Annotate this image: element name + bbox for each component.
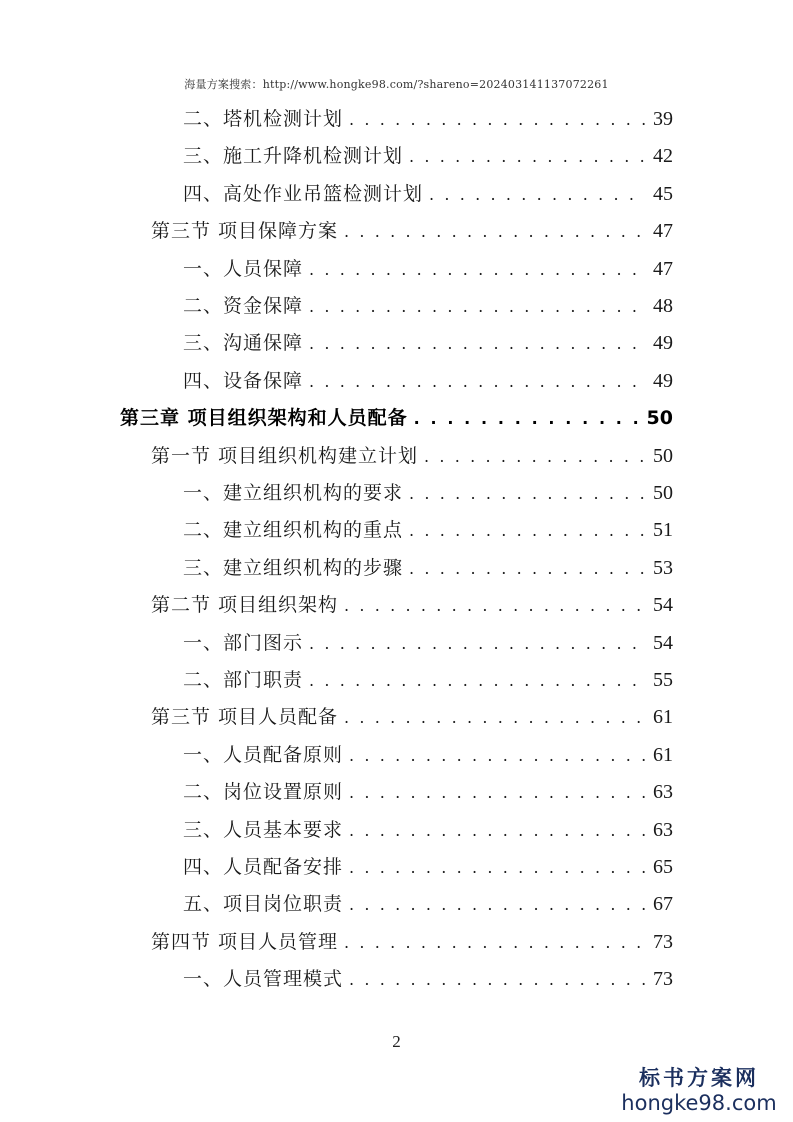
toc-entry-item[interactable] <box>183 512 673 549</box>
dot-leader <box>309 251 645 288</box>
dot-leader <box>349 812 645 849</box>
toc-entry-item[interactable] <box>183 138 673 175</box>
toc-entry-title: 三、沟通保障 <box>183 332 304 355</box>
toc-entry-page-number: 63 <box>653 818 673 841</box>
dot-leader <box>344 924 645 961</box>
toc-entry-section[interactable] <box>151 924 673 961</box>
toc-entry-title: 一、人员保障 <box>183 257 304 280</box>
toc-entry-page-number: 55 <box>653 669 673 691</box>
toc-entry-title: 二、建立组织机构的重点 <box>183 519 404 542</box>
toc-entry-item[interactable] <box>183 550 673 587</box>
toc-entry-page-number: 42 <box>653 145 673 168</box>
toc-entry-page-number: 63 <box>653 781 673 804</box>
dot-leader <box>409 475 645 512</box>
toc-entry-item[interactable] <box>183 737 673 774</box>
toc-entry-section[interactable] <box>151 438 673 475</box>
toc-entry-item[interactable] <box>183 325 673 362</box>
toc-entry-page-number: 47 <box>653 220 673 243</box>
toc-entry-page-number: 47 <box>653 257 673 280</box>
toc-entry-page-number: 65 <box>653 856 673 878</box>
dot-leader <box>409 550 645 587</box>
toc-entry-page-number: 67 <box>653 893 673 916</box>
toc-entry-page-number: 48 <box>653 295 673 317</box>
toc-entry-item[interactable] <box>183 662 673 699</box>
page-number: 2 <box>392 1032 401 1051</box>
toc-entry-page-number: 73 <box>653 930 673 953</box>
toc-entry-title: 三、建立组织机构的步骤 <box>183 556 404 579</box>
site-watermark-logo <box>619 1066 779 1116</box>
toc-entry-item[interactable] <box>183 251 673 288</box>
toc-entry-page-number: 50 <box>653 482 673 504</box>
toc-entry-title: 二、部门职责 <box>183 669 304 691</box>
toc-entry-page-number: 51 <box>653 519 673 542</box>
toc-entry-title: 二、岗位设置原则 <box>183 781 344 804</box>
toc-entry-page-number: 45 <box>653 182 673 205</box>
toc-entry-title: 一、人员管理模式 <box>183 968 344 991</box>
dot-leader <box>309 288 645 325</box>
dot-leader <box>349 101 645 138</box>
toc-entry-title: 第二节 项目组织架构 <box>151 594 339 617</box>
toc-entry-item[interactable] <box>183 475 673 512</box>
toc-entry-section[interactable] <box>151 213 673 250</box>
toc-entry-page-number: 61 <box>653 743 673 766</box>
toc-entry-item[interactable] <box>183 363 673 400</box>
dot-leader <box>409 512 645 549</box>
toc-entry-page-number: 54 <box>653 631 673 654</box>
toc-entry-title: 第一节 项目组织机构建立计划 <box>151 444 419 467</box>
toc-entry-title: 第三节 项目人员配备 <box>151 706 339 729</box>
dot-leader <box>309 325 645 362</box>
toc-entry-title: 四、设备保障 <box>183 369 304 392</box>
dot-leader <box>309 363 645 400</box>
dot-leader <box>309 662 645 699</box>
toc-entry-item[interactable] <box>183 961 673 998</box>
toc-entry-title: 一、建立组织机构的要求 <box>183 482 404 504</box>
toc-entry-item[interactable] <box>183 774 673 811</box>
toc-entry-title: 二、塔机检测计划 <box>183 108 344 130</box>
toc-entry-title: 四、人员配备安排 <box>183 856 344 878</box>
toc-entry-item[interactable] <box>183 886 673 923</box>
toc-entry-page-number: 53 <box>653 556 673 579</box>
toc-entry-page-number: 73 <box>653 968 673 991</box>
toc-entry-title: 第三节 项目保障方案 <box>151 220 339 243</box>
toc-entry-title: 一、人员配备原则 <box>183 743 344 766</box>
toc-entry-page-number: 61 <box>653 706 673 729</box>
toc-entry-title: 四、高处作业吊篮检测计划 <box>183 182 424 205</box>
toc-entry-item[interactable] <box>183 625 673 662</box>
toc-entry-page-number: 49 <box>653 369 673 392</box>
dot-leader <box>349 961 645 998</box>
toc-entry-page-number: 49 <box>653 332 673 355</box>
dot-leader <box>424 438 645 475</box>
dot-leader <box>344 213 645 250</box>
toc-entry-page-number: 50 <box>646 407 673 430</box>
dot-leader <box>414 400 641 437</box>
toc-entry-page-number: 54 <box>653 594 673 617</box>
toc-entry-chapter[interactable] <box>120 400 673 437</box>
toc-entry-section[interactable] <box>151 587 673 624</box>
toc-entry-title: 第三章 项目组织架构和人员配备 <box>120 407 408 430</box>
toc-entry-item[interactable] <box>183 288 673 325</box>
dot-leader <box>349 737 645 774</box>
toc-entry-title: 二、资金保障 <box>183 295 304 317</box>
toc-entry-title: 一、部门图示 <box>183 631 304 654</box>
dot-leader <box>349 774 645 811</box>
toc-entry-title: 三、施工升降机检测计划 <box>183 145 404 168</box>
toc-entry-item[interactable] <box>183 176 673 213</box>
toc-entry-title: 第四节 项目人员管理 <box>151 930 339 953</box>
toc-entry-page-number: 39 <box>653 108 673 130</box>
toc-entry-title: 五、项目岗位职责 <box>183 893 344 916</box>
toc-entry-section[interactable] <box>151 699 673 736</box>
dot-leader <box>349 886 645 923</box>
dot-leader <box>349 849 645 886</box>
page-header-search-link: 海量方案搜索：http://www.hongke98.com/?shareno=202403141137072261 <box>184 78 609 91</box>
dot-leader <box>429 176 645 213</box>
watermark-en-text: hongke98.com <box>621 1091 777 1115</box>
watermark-cn-text: 标书方案网 <box>639 1065 759 1090</box>
toc-entry-item[interactable] <box>183 101 673 138</box>
dot-leader <box>344 587 645 624</box>
dot-leader <box>309 625 645 662</box>
dot-leader <box>409 138 645 175</box>
toc-entry-item[interactable] <box>183 849 673 886</box>
toc-entry-page-number: 50 <box>653 444 673 467</box>
toc-entry-title: 三、人员基本要求 <box>183 818 344 841</box>
toc-entry-item[interactable] <box>183 812 673 849</box>
dot-leader <box>344 699 645 736</box>
